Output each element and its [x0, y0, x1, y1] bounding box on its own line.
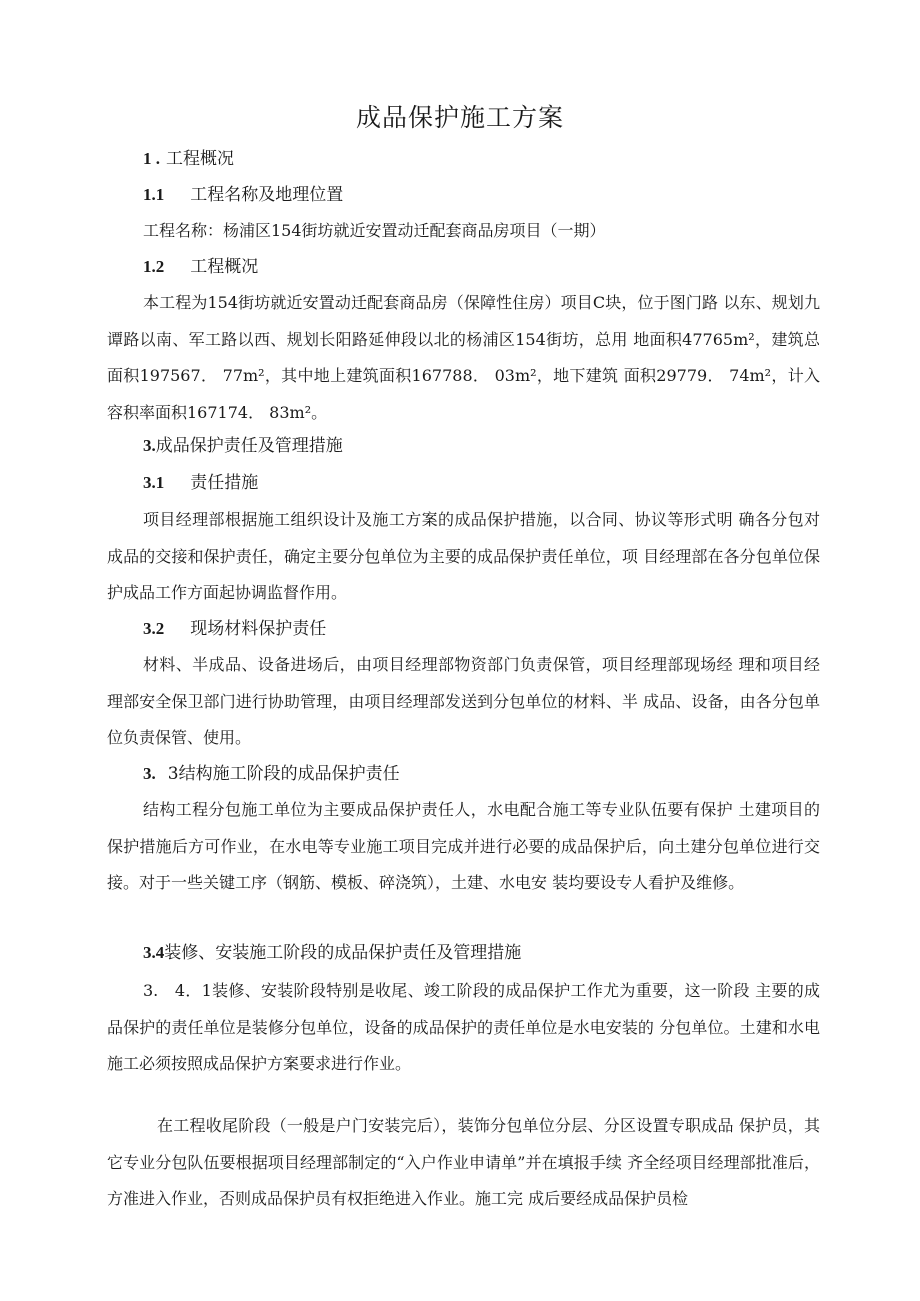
section-text: 装修、安装施工阶段的成品保护责任及管理措施: [164, 943, 522, 963]
section-3-3-heading: [143, 762, 400, 786]
section-1-1-heading: [143, 183, 343, 207]
project-name-line: 工程名称：杨浦区154街坊就近安置动迁配套商品房项目（一期）: [143, 221, 606, 240]
section-text: 现场材料保护责任: [190, 619, 327, 639]
section-number: 3.: [143, 436, 156, 455]
section-3-1-heading: [143, 471, 258, 495]
materials-paragraph: 材料、半成品、设备进场后，由项目经理部物资部门负责保管，项目经理部现场经 理和项目经理部安全保卫部门进行协助管理，由项目经理部发送到分包单位的材料、半 成品、设备，由各分包单位负责保管、使用。: [107, 655, 820, 747]
section-number: 3.: [143, 764, 156, 783]
section-1-2-heading: [143, 255, 258, 279]
section-3-4-heading: [143, 941, 521, 965]
section-1-heading: [143, 147, 234, 171]
section-text: 工程概况: [166, 149, 234, 169]
document-title: 成品保护施工方案: [355, 103, 564, 132]
section-number: 1.1: [143, 185, 165, 204]
paragraph-3-4-1: 3. 4．1装修、安装阶段特别是收尾、竣工阶段的成品保护工作尤为重要，这一阶段 主要的成品保护的责任单位是装修分包单位，设备的成品保护的责任单位是水电安装的 分包单位。土建和水电施工必须按照成品保护方案要求进行作业。: [107, 981, 820, 1073]
section-text: 工程概况: [190, 257, 259, 277]
section-number: 3.1: [143, 473, 165, 492]
section-3-2-heading: [143, 617, 326, 641]
section-text: 成品保护责任及管理措施: [155, 436, 343, 456]
overview-paragraph: 本工程为154街坊就近安置动迁配套商品房（保障性住房）项目C块，位于图门路 以东、规划九谭路以南、军工路以西、规划长阳路延伸段以北的杨浦区154街坊，总用 地面积47765m²，建筑总面积197567． 77m²，其中地上建筑面积167788． 03m²，地下建筑 面积29779． 74m²，计入容积率面积167174． 83m²。: [107, 293, 820, 422]
responsibility-paragraph: 项目经理部根据施工组织设计及施工方案的成品保护措施，以合同、协议等形式明 确各分包对成品的交接和保护责任，确定主要分包单位为主要的成品保护责任单位，项 目经理部在各分包单位保护成品工作方面起协调监督作用。: [107, 510, 820, 602]
closing-paragraph: 在工程收尾阶段（一般是户门安装完后），装饰分包单位分层、分区设置专职成品 保护员，其它专业分包队伍要根据项目经理部制定的“入户作业申请单”并在填报手续 齐全经项目经理部批准后，方准进入作业，否则成品保护员有权拒绝进入作业。施工完 成后要经成品保护员检: [107, 1116, 820, 1208]
section-number: 3.2: [143, 619, 165, 638]
section-text: 工程名称及地理位置: [190, 185, 344, 205]
structure-paragraph: 结构工程分包施工单位为主要成品保护责任人，水电配合施工等专业队伍要有保护 土建项目的保护措施后方可作业，在水电等专业施工项目完成并进行必要的成品保护后，向土建分包单位进行交接。对于一些关键工序（钢筋、模板、碎浇筑），土建、水电安 装均要设专人看护及维修。: [107, 800, 820, 892]
section-text: 3结构施工阶段的成品保护责任: [167, 764, 400, 784]
section-text: 责任措施: [190, 473, 259, 493]
section-3-heading: [143, 434, 343, 458]
section-number: 3.4: [143, 943, 165, 962]
section-number: 1.2: [143, 257, 165, 276]
section-number: 1 .: [143, 149, 160, 168]
